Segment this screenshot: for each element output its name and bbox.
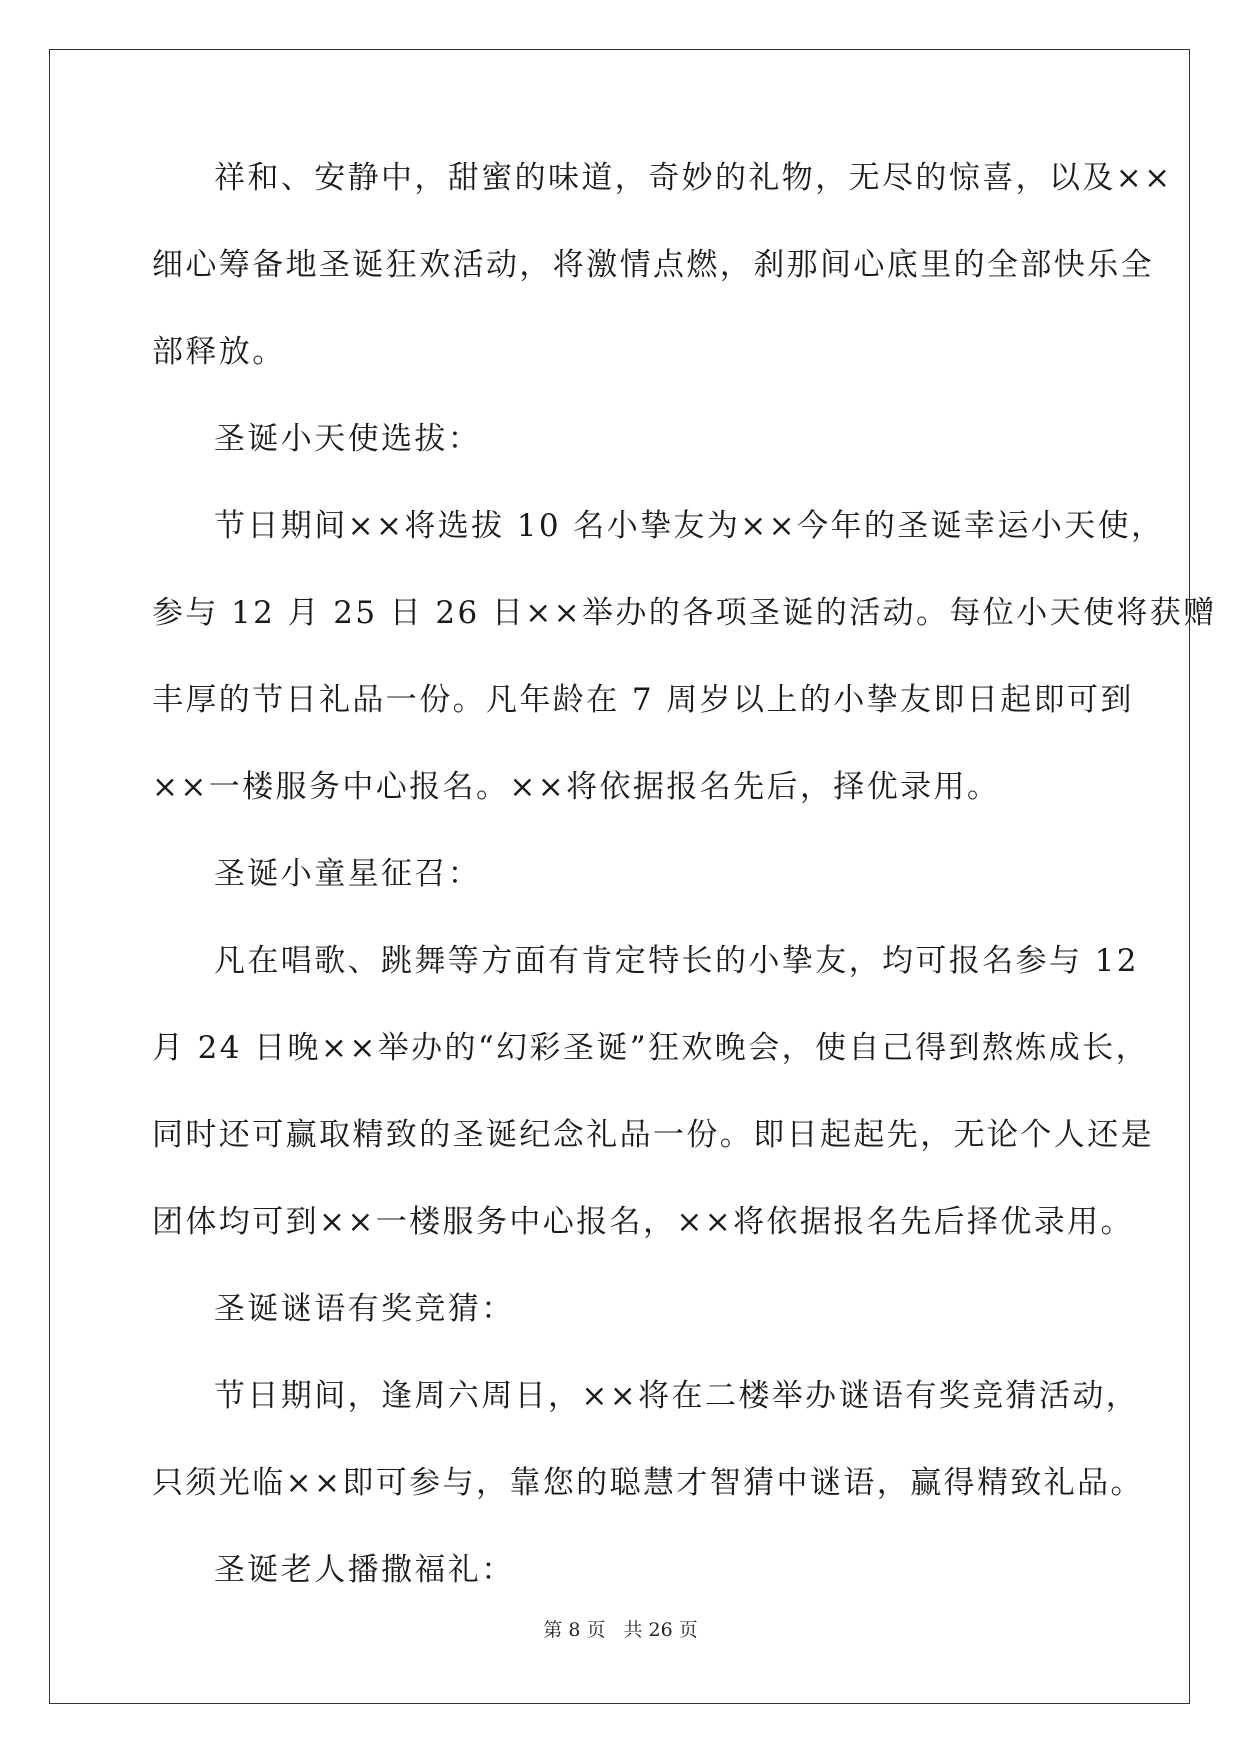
paragraph-line: 凡在唱歌、跳舞等方面有肯定特长的小挚友，均可报名参与 12 <box>214 943 1139 979</box>
paragraph-line: 祥和、安静中，甜蜜的味道，奇妙的礼物，无尽的惊喜，以及×× <box>214 160 1173 196</box>
section-heading: 圣诞小童星征召： <box>214 856 482 892</box>
paragraph-line: 丰厚的节日礼品一份。凡年龄在 7 周岁以上的小挚友即日起即可到 <box>152 682 1134 718</box>
paragraph-line: 月 24 日晚××举办的“幻彩圣诞”狂欢晚会，使自己得到熬炼成长， <box>152 1030 1149 1066</box>
page-total: 共 26 页 <box>623 1619 698 1641</box>
paragraph-line: 部释放。 <box>152 334 286 370</box>
paragraph-line: 节日期间，逢周六周日，××将在二楼举办谜语有奖竞猜活动， <box>214 1378 1140 1414</box>
paragraph-line: ××一楼服务中心报名。××将依据报名先后，择优录用。 <box>152 769 1001 805</box>
paragraph-line: 同时还可赢取精致的圣诞纪念礼品一份。即日起起先，无论个人还是 <box>152 1117 1154 1153</box>
page-footer <box>0 1615 1241 1642</box>
paragraph-line: 团体均可到××一楼服务中心报名，××将依据报名先后择优录用。 <box>152 1204 1134 1240</box>
section-heading: 圣诞小天使选拔： <box>214 421 482 457</box>
section-heading: 圣诞老人播撒福礼： <box>214 1552 515 1588</box>
page-number: 第 8 页 <box>543 1619 606 1641</box>
paragraph-line: 细心筹备地圣诞狂欢活动，将激情点燃，刹那间心底里的全部快乐全 <box>152 247 1154 283</box>
paragraph-line: 节日期间××将选拔 10 名小挚友为××今年的圣诞幸运小天使， <box>214 508 1165 544</box>
section-heading: 圣诞谜语有奖竞猜： <box>214 1291 515 1327</box>
paragraph-line: 参与 12 月 25 日 26 日××举办的各项圣诞的活动。每位小天使将获赠 <box>152 595 1217 631</box>
paragraph-line: 只须光临××即可参与，靠您的聪慧才智猜中谜语，赢得精致礼品。 <box>152 1465 1144 1501</box>
